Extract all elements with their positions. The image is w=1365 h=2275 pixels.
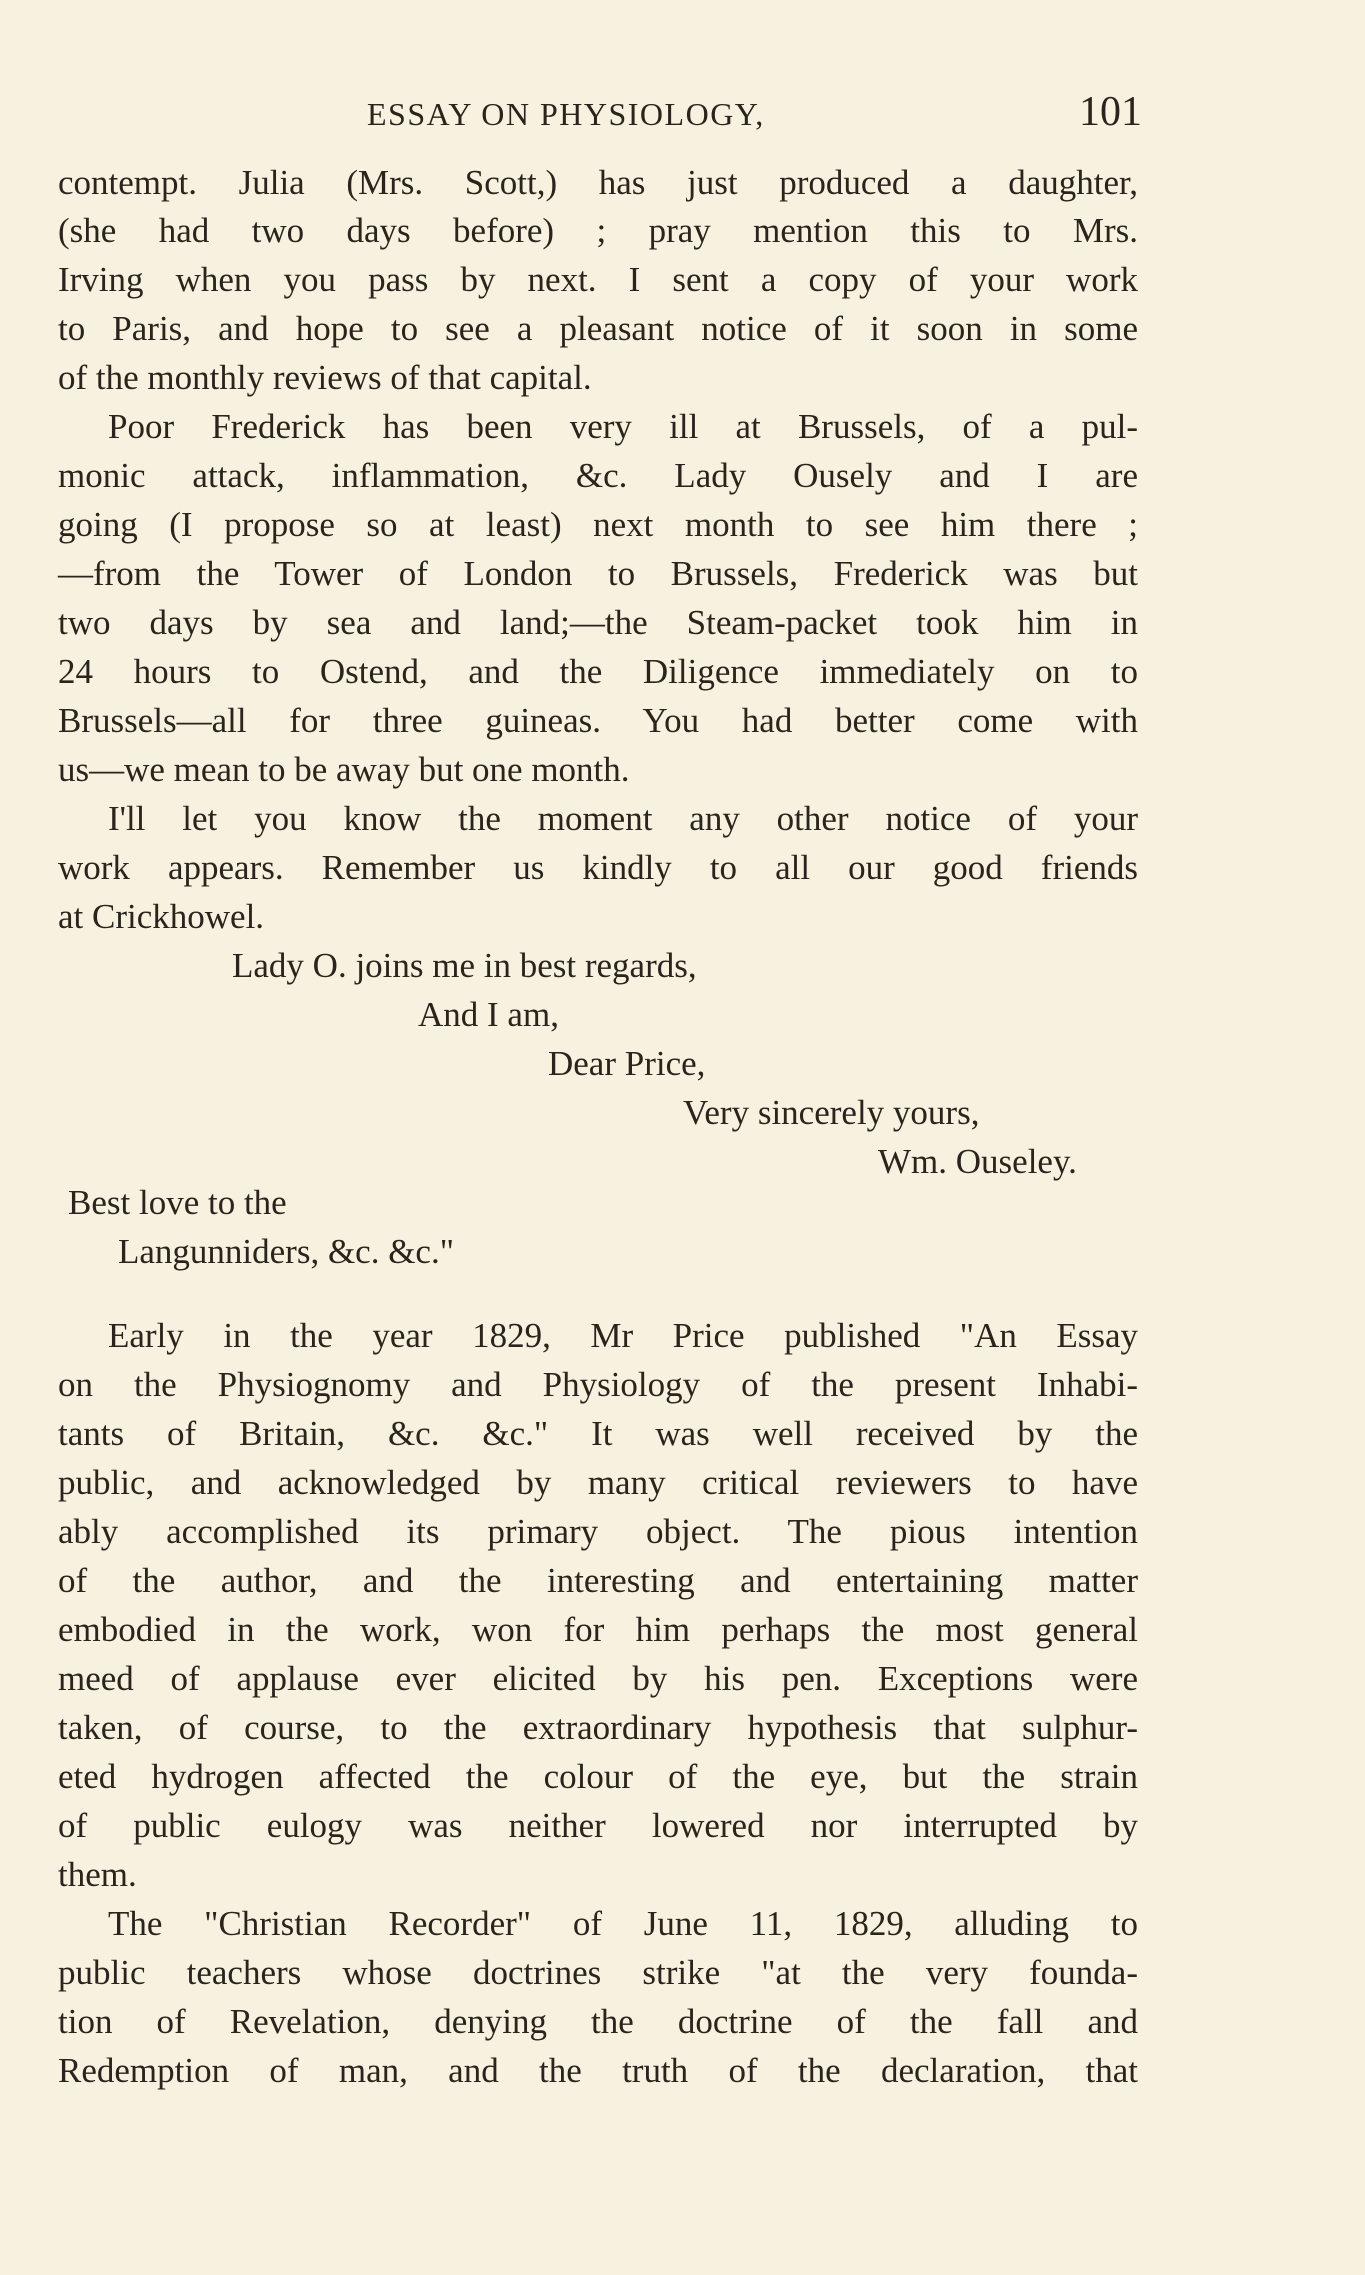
signature: Wm. Ouseley.	[878, 1142, 1077, 1181]
text-line: of the monthly reviews of that capital.	[58, 358, 592, 397]
text-line: public, and acknowledged by many critical reviewers to have	[58, 1463, 1138, 1502]
text-line: of public eulogy was neither lowered nor interrupted by	[58, 1806, 1138, 1845]
running-head	[62, 88, 1142, 138]
text-line: Redemption of man, and the truth of the declaration, that	[58, 2051, 1138, 2090]
page-number: 101	[1079, 89, 1142, 135]
text-line: two days by sea and land;—the Steam-packet took him in	[58, 603, 1138, 642]
text-line: going (I propose so at least) next month to see him there ;	[58, 505, 1138, 544]
text-line: I'll let you know the moment any other notice of your	[108, 799, 1138, 838]
text-line: Early in the year 1829, Mr Price published "An Essay	[108, 1316, 1138, 1355]
text-line: tion of Revelation, denying the doctrine of the fall and	[58, 2002, 1138, 2041]
closing-line: Very sincerely yours,	[683, 1093, 980, 1132]
text-line: —from the Tower of London to Brussels, Frederick was but	[58, 554, 1138, 593]
text-line: The "Christian Recorder" of June 11, 1829, alluding to	[108, 1904, 1138, 1943]
text-line: to Paris, and hope to see a pleasant notice of it soon in some	[58, 309, 1138, 348]
running-title: ESSAY ON PHYSIOLOGY,	[367, 96, 765, 132]
text-line: (she had two days before) ; pray mention this to Mrs.	[58, 211, 1138, 250]
text-line: work appears. Remember us kindly to all our good friends	[58, 848, 1138, 887]
text-line: Irving when you pass by next. I sent a copy of your work	[58, 260, 1138, 299]
closing-line: Lady O. joins me in best regards,	[232, 946, 697, 985]
text-line: contempt. Julia (Mrs. Scott,) has just produced a daughter,	[58, 163, 1138, 202]
postscript-line: Best love to the	[68, 1183, 287, 1222]
text-line: of the author, and the interesting and entertaining matter	[58, 1561, 1138, 1600]
text-line: monic attack, inflammation, &c. Lady Ousely and I are	[58, 456, 1138, 495]
text-line: at Crickhowel.	[58, 897, 265, 936]
text-line: embodied in the work, won for him perhaps the most general	[58, 1610, 1138, 1649]
text-line: public teachers whose doctrines strike "at the very founda-	[58, 1953, 1138, 1992]
text-line: us—we mean to be away but one month.	[58, 750, 630, 789]
text-line: them.	[58, 1855, 137, 1894]
text-line: on the Physiognomy and Physiology of the present Inhabi-	[58, 1365, 1138, 1404]
text-line: meed of applause ever elicited by his pen. Exceptions were	[58, 1659, 1138, 1698]
text-line: 24 hours to Ostend, and the Diligence immediately on to	[58, 652, 1138, 691]
text-line: tants of Britain, &c. &c." It was well received by the	[58, 1414, 1138, 1453]
text-line: taken, of course, to the extraordinary hypothesis that sulphur-	[58, 1708, 1138, 1747]
closing-line: And I am,	[418, 995, 559, 1034]
text-line: Poor Frederick has been very ill at Brussels, of a pul-	[108, 407, 1138, 446]
closing-line: Dear Price,	[548, 1044, 706, 1083]
text-line: Brussels—all for three guineas. You had better come with	[58, 701, 1138, 740]
text-line: ably accomplished its primary object. The pious intention	[58, 1512, 1138, 1551]
text-line: eted hydrogen affected the colour of the eye, but the strain	[58, 1757, 1138, 1796]
postscript-line: Langunniders, &c. &c."	[118, 1232, 455, 1271]
